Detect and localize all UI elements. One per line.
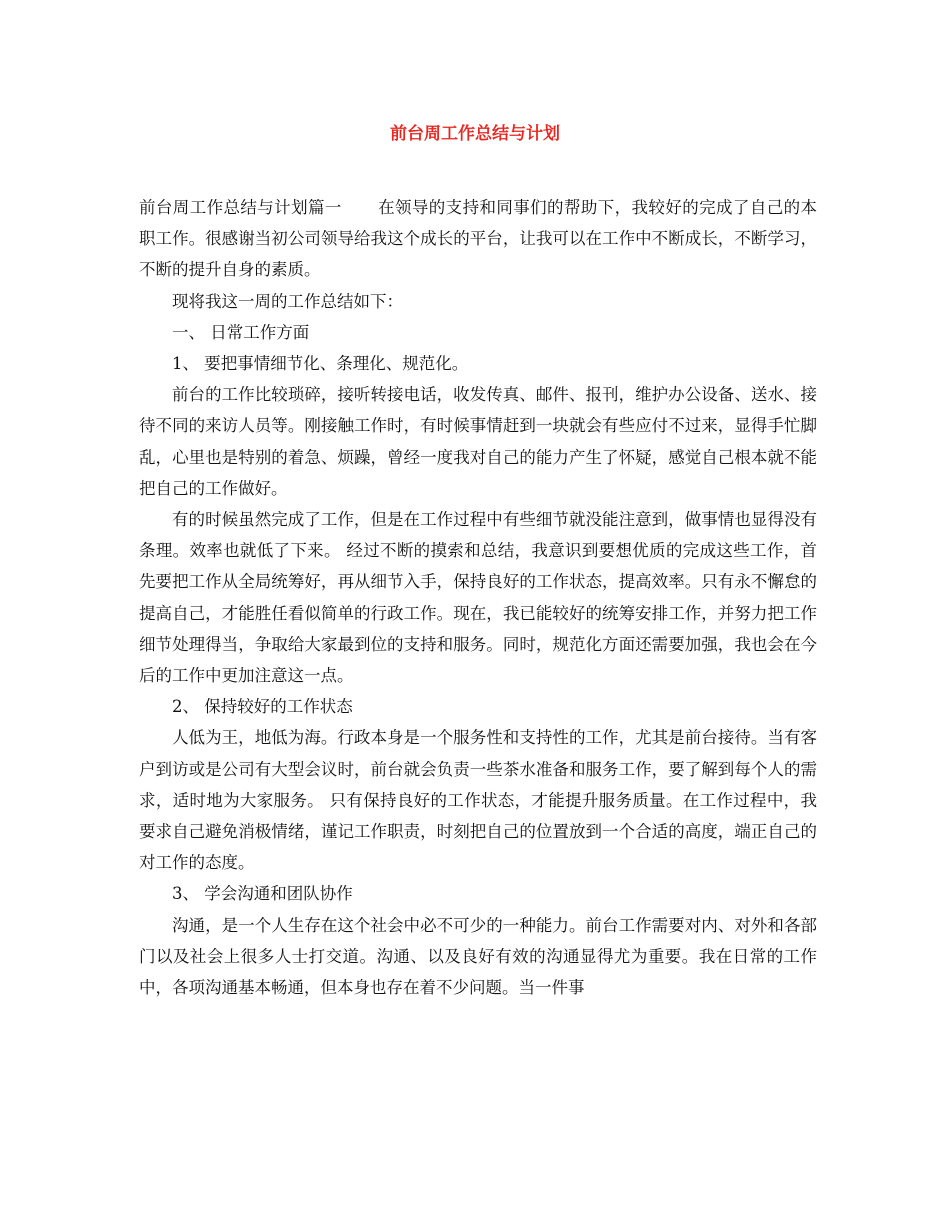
document-body bbox=[139, 192, 817, 1003]
paragraph-front-desk-duties: 前台的工作比较琐碎，接听转接电话，收发传真、邮件、报刊，维护办公设备、送水、接待不同的来访人员等。刚接触工作时，有时候事情赶到一块就会有些应付不过来，显得手忙脚乱，心里也是特别的着急、烦躁，曾经一度我对自己的能力产生了怀疑，感觉自己根本就不能把自己的工作做好。 bbox=[139, 385, 817, 498]
intro-text: 在领导的支持和同事们的帮助下，我较好的完成了自己的本职工作。很感谢当初公司领导给我这个成长的平台，让我可以在工作中不断成长，不断学习，不断的提升自身的素质。 bbox=[139, 198, 818, 280]
summary-lead: 现将我这一周的工作总结如下： bbox=[172, 291, 403, 311]
intro-heading: 前台周工作总结与计划篇一 bbox=[139, 198, 342, 217]
intro-paragraph bbox=[139, 192, 817, 286]
paragraph-service: 人低为王，地低为海。行政本身是一个服务性和支持性的工作，尤其是前台接待。当有客户到访或是公司有大型会议时，前台就会负责一些茶水准备和服务工作，要了解到每个人的需求，适时地为大家服务。 只有保持良好的工作状态，才能提升服务质量。在工作过程中，我要求自己避免消极情绪，谨记工作职责，时刻把自己的位置放到一个合适的高度，端正自己的对工作的态度。 bbox=[139, 728, 817, 873]
section-heading-daily-work: 一、 日常工作方面 bbox=[172, 322, 310, 342]
subheading-detail: 1、 要把事情细节化、条理化、规范化。 bbox=[172, 354, 469, 374]
subheading-work-state: 2、 保持较好的工作状态 bbox=[172, 697, 353, 717]
paragraph-communication: 沟通，是一个人生存在这个社会中必不可少的一种能力。前台工作需要对内、对外和各部门以及社会上很多人士打交道。沟通、以及良好有效的沟通显得尤为重要。我在日常的工作中，各项沟通基本畅通，但本身也存在着不少问题。当一件事 bbox=[139, 915, 817, 998]
document-title: 前台周工作总结与计划 bbox=[390, 124, 560, 144]
paragraph-efficiency: 有的时候虽然完成了工作，但是在工作过程中有些细节就没能注意到，做事情也显得没有条理。效率也就低了下来。 经过不断的摸索和总结，我意识到要想优质的完成这些工作，首先要把工作从全局统筹好，再从细节入手，保持良好的工作状态，提高效率。只有永不懈怠的提高自己，才能胜任看似简单的行政工作。现在，我已能较好的统筹安排工作，并努力把工作细节处理得当，争取给大家最到位的支持和服务。同时，规范化方面还需要加强，我也会在今后的工作中更加注意这一点。 bbox=[139, 510, 817, 686]
subheading-communication: 3、 学会沟通和团队协作 bbox=[172, 884, 353, 904]
